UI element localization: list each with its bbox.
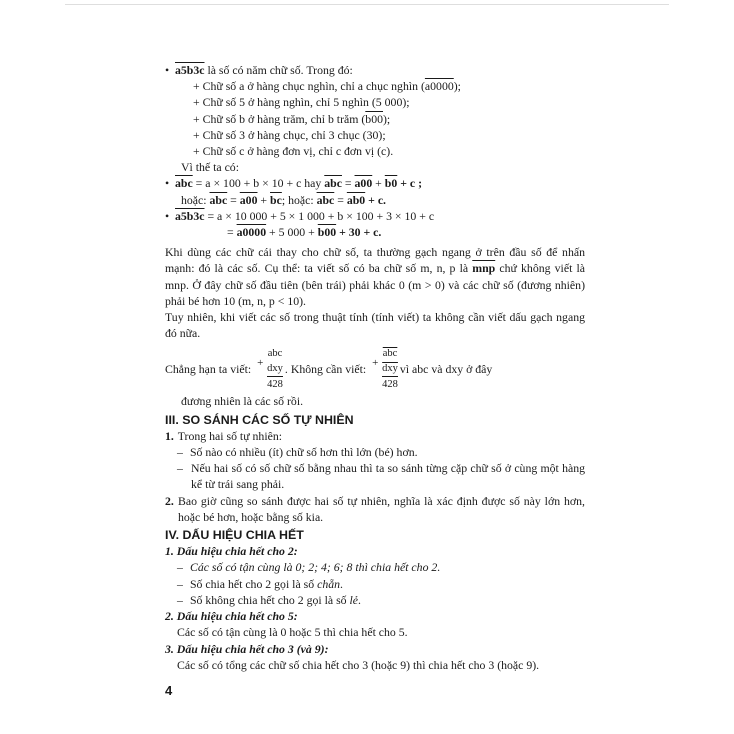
sec3-item-1a: – Số nào có nhiều (ít) chữ số hơn thì lớn (bé) hơn. — [177, 445, 418, 460]
sec4-heading-3: 3. Dấu hiệu chia hết cho 3 (và 9): — [165, 641, 329, 656]
sec4-heading-1: 1. Dấu hiệu chia hết cho 2: — [165, 544, 298, 559]
column-sum-plain: + abc dxy 428 — [257, 348, 283, 391]
bullet-icon: • — [165, 176, 170, 191]
intro-line-3: + Chữ số 5 ở hàng nghìn, chỉ 5 nghìn (5 000); — [193, 95, 410, 110]
sec3-item-1: 1. Trong hai số tự nhiên: — [165, 428, 283, 443]
sec4-text-2: Các số có tận cùng là 0 hoặc 5 thì chia hết cho 5. — [177, 625, 408, 640]
intro-line-6: + Chữ số c ở hàng đơn vị, chỉ c đơn vị (c). — [193, 144, 394, 159]
equation-2: hoặc: $\overline{abc} = a00 + \overline{bc}$; hoặc: $\overline{abc} = ab0 + c$. — [181, 192, 387, 207]
sec4-item-1c: – Số không chia hết cho 2 gọi là số lẻ. — [177, 592, 361, 607]
section-4-heading: IV. DẤU HIỆU CHIA HẾT — [165, 528, 304, 543]
sec4-heading-2: 2. Dấu hiệu chia hết cho 5: — [165, 609, 298, 624]
intro-line-4: + Chữ số b ở hàng trăm, chỉ b trăm (b00); — [193, 111, 391, 126]
equation-3: • a5b3c = a × 10 000 + 5 × 1 000 + b × 100 + 3 × 10 + c — [165, 208, 435, 223]
number-a5b3c: a5b3c — [175, 63, 205, 77]
sec3-item-1b: – Nếu hai số có số chữ số bằng nhau thì ta so sánh từng cặp chữ số ở cùng một hàng kể từ trái sang phải. — [177, 461, 585, 492]
sec4-item-1b: – Số chia hết cho 2 gọi là số chẵn. — [177, 576, 343, 591]
example-line: Chẳng hạn ta viết: + abc dxy 428 . Không cần viết: + $\overline{abc}$ $\overline{dxy}$ 428 vì abc và dxy ở đây — [165, 348, 493, 391]
equation-1: • $\overline{abc} = a \times 100 + b \times 10 + c$ hay $\overline{abc} = a00 + b0 + c$ ; — [165, 176, 422, 191]
page-number: 4 — [165, 683, 173, 698]
bullet-icon: • — [165, 208, 170, 223]
intro-line-1: • a5b3c là số có năm chữ số. Trong đó: — [165, 63, 353, 77]
sec4-item-1a: – Các số có tận cùng là 0; 2; 4; 6; 8 thì chia hết cho 2. — [177, 560, 441, 575]
paragraph-notation: Khi dùng các chữ cái thay cho chữ số, ta thường gạch ngang ở trên đầu số để nhấn mạnh: đó là các số. Cụ thể: ta viết số có ba chữ số m, n, p là $\overline{mnp}$ chứ không viết là mnp. Ở đây chữ số đầu tiên (bên trái) phải khác 0 (m > 0) và các chữ số (đương nhiên) phải bé hơn 10 (m, n, p < 10). — [165, 245, 585, 308]
page-top-rule — [65, 4, 669, 5]
intro-line-7: Vì thế ta có: — [181, 160, 239, 175]
bullet-icon: • — [165, 63, 170, 77]
paragraph-column-arithmetic: Tuy nhiên, khi viết các số trong thuật tính (tính viết) ta không cần viết dấu gạch ngang đó nữa. — [165, 310, 585, 341]
intro-line-2: + Chữ số a ở hàng chục nghìn, chỉ a chục nghìn (a0000); — [193, 79, 461, 94]
page-content — [165, 62, 585, 673]
sec4-text-3: Các số có tổng các chữ số chia hết cho 3 (hoặc 9) thì chia hết cho 3 (hoặc 9). — [177, 657, 540, 672]
intro-line-5: + Chữ số 3 ở hàng chục, chỉ 3 chục (30); — [193, 127, 386, 142]
example-line-2: đương nhiên là các số rồi. — [181, 394, 304, 409]
column-sum-overlined: + $\overline{abc}$ $\overline{dxy}$ 428 — [372, 348, 398, 391]
equation-4: = a0000 + 5 000 + b00 + 30 + c. — [227, 225, 382, 240]
sec3-item-2: 2. Bao giờ cũng so sánh được hai số tự nhiên, nghĩa là xác định được số này lớn hơn, hoặc bé hơn, hoặc bằng số kia. — [165, 493, 585, 524]
section-3-heading: III. SO SÁNH CÁC SỐ TỰ NHIÊN — [165, 412, 354, 427]
